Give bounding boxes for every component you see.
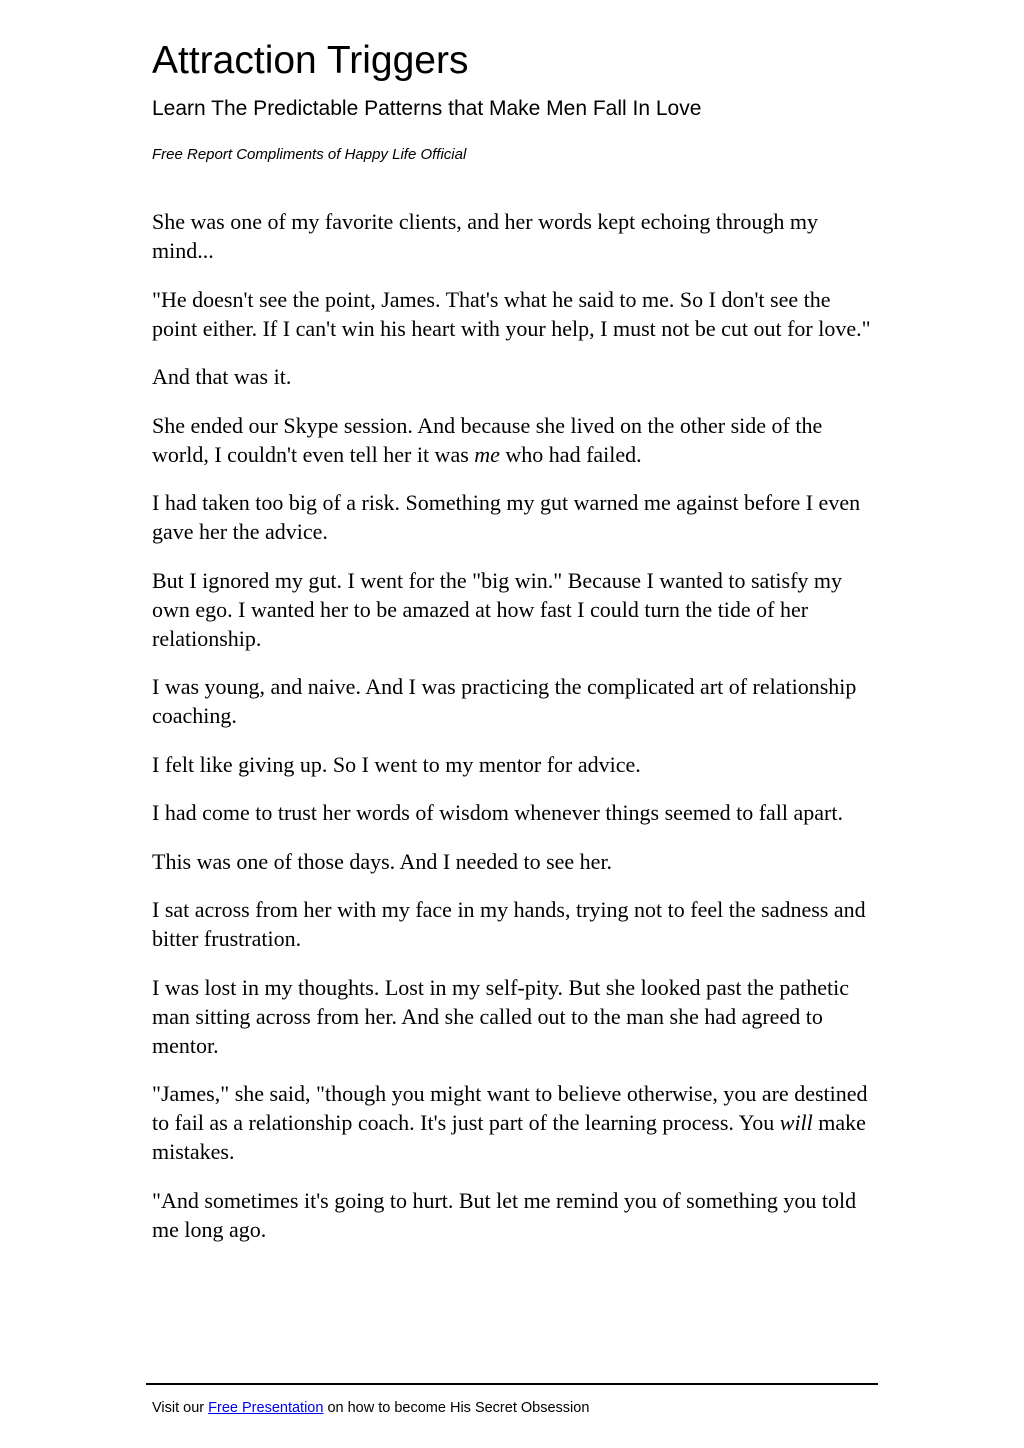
paragraph-11: I sat across from her with my face in my hands, trying not to feel the sadness and bitter frustration.	[152, 897, 866, 951]
document-page	[152, 38, 876, 1263]
footer	[152, 1398, 589, 1418]
paragraph-2: "He doesn't see the point, James. That's what he said to me. So I don't see the point either. If I can't win his heart with your help, I must not be cut out for love."	[152, 286, 871, 341]
paragraph-8: I felt like giving up. So I went to my mentor for advice.	[152, 751, 641, 777]
paragraph-13-text-end: make mistakes.	[152, 1110, 866, 1164]
paragraph-13-text: "James," she said, "though you might want to believe otherwise, you are destined to fail as a relationship coach. It's just part of the learning process. You	[152, 1081, 868, 1135]
paragraph-13	[152, 1079, 876, 1166]
report-credit: Free Report Compliments of Happy Life Official	[152, 146, 467, 163]
footer-divider	[146, 1383, 878, 1385]
paragraph-10: This was one of those days. And I needed to see her.	[152, 848, 613, 874]
free-presentation-link[interactable]: Free Presentation	[208, 1400, 324, 1416]
footer-prefix: Visit our	[152, 1400, 209, 1416]
paragraph-4-text: She ended our Skype session. And because she lived on the other side of the world, I couldn't even tell her it was	[152, 412, 823, 467]
paragraph-14: "And sometimes it's going to hurt. But let me remind you of something you told me long ago.	[152, 1187, 857, 1242]
paragraph-7: I was young, and naive. And I was practicing the complicated art of relationship coaching.	[152, 674, 857, 728]
paragraph-6: But I ignored my gut. I went for the "big win." Because I wanted to satisfy my own ego. I wanted her to be amazed at how fast I could turn the tide of her relationship.	[152, 567, 843, 651]
paragraph-4-text-end: who had failed.	[499, 441, 642, 467]
paragraph-5: I had taken too big of a risk. Something my gut warned me against before I even gave her the advice.	[152, 490, 861, 544]
paragraph-9: I had come to trust her words of wisdom whenever things seemed to fall apart.	[152, 800, 843, 825]
paragraph-4-emphasis: me	[474, 441, 500, 467]
page-subtitle: Learn The Predictable Patterns that Make Men Fall In Love	[152, 97, 702, 120]
paragraph-3: And that was it.	[152, 364, 292, 389]
paragraph-4	[152, 411, 876, 469]
footer-suffix: on how to become His Secret Obsession	[323, 1400, 590, 1416]
page-title: Attraction Triggers	[152, 39, 469, 82]
article-body	[152, 207, 876, 1244]
paragraph-1: She was one of my favorite clients, and her words kept echoing through my mind...	[152, 209, 818, 263]
paragraph-12: I was lost in my thoughts. Lost in my self-pity. But she looked past the pathetic man sitting across from her. And she called out to the man she had agreed to mentor.	[152, 974, 849, 1058]
paragraph-13-emphasis: will	[779, 1110, 813, 1135]
